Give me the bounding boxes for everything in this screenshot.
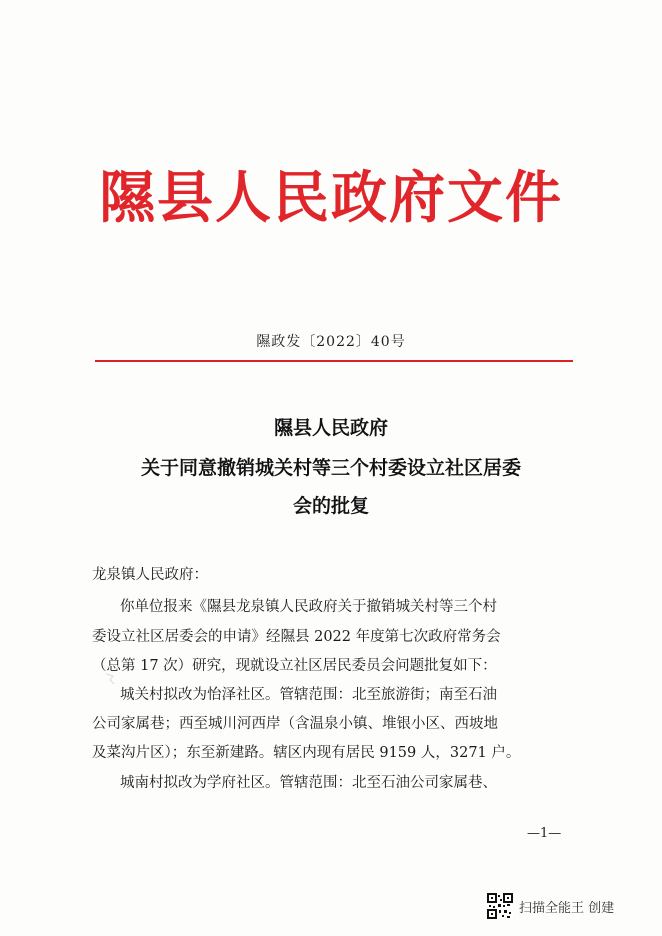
title-line-2: 关于同意撤销城关村等三个村委设立社区居委 bbox=[140, 457, 521, 479]
salutation: 龙泉镇人民政府： bbox=[92, 567, 208, 583]
body-line: 城南村拟改为学府社区。管辖范围：北至石油公司家属巷、 bbox=[120, 775, 497, 791]
document-number: 隰政发〔2022〕40号 bbox=[256, 334, 406, 350]
watermark-text: 扫描全能王 创建 bbox=[519, 900, 615, 916]
body-line: 城关村拟改为怡泽社区。管辖范围：北至旅游街；南至石油 bbox=[120, 687, 497, 703]
red-divider-line bbox=[95, 360, 573, 362]
body-line: 委设立社区居委会的申请》经隰县 2022 年度第七次政府常务会 bbox=[92, 629, 501, 645]
qr-code-icon bbox=[487, 893, 513, 919]
scanner-watermark bbox=[487, 892, 614, 920]
body-line: 你单位报来《隰县龙泉镇人民政府关于撤销城关村等三个村 bbox=[120, 599, 497, 615]
scan-smudge bbox=[104, 672, 116, 686]
document-masthead: 隰县人民政府文件 bbox=[99, 165, 563, 231]
body-line: 公司家属巷；西至城川河西岸（含温泉小镇、堆银小区、西坡地 bbox=[92, 716, 498, 732]
title-line-1: 隰县人民政府 bbox=[273, 417, 388, 439]
body-line: 及菜沟片区）；东至新建路。辖区内现有居民 9159 人，3271 户。 bbox=[92, 745, 521, 761]
title-line-3: 会的批复 bbox=[292, 495, 369, 517]
page-number: —1— bbox=[527, 826, 562, 841]
body-line: （总第 17 次）研究，现就设立社区居民委员会问题批复如下： bbox=[92, 658, 497, 674]
